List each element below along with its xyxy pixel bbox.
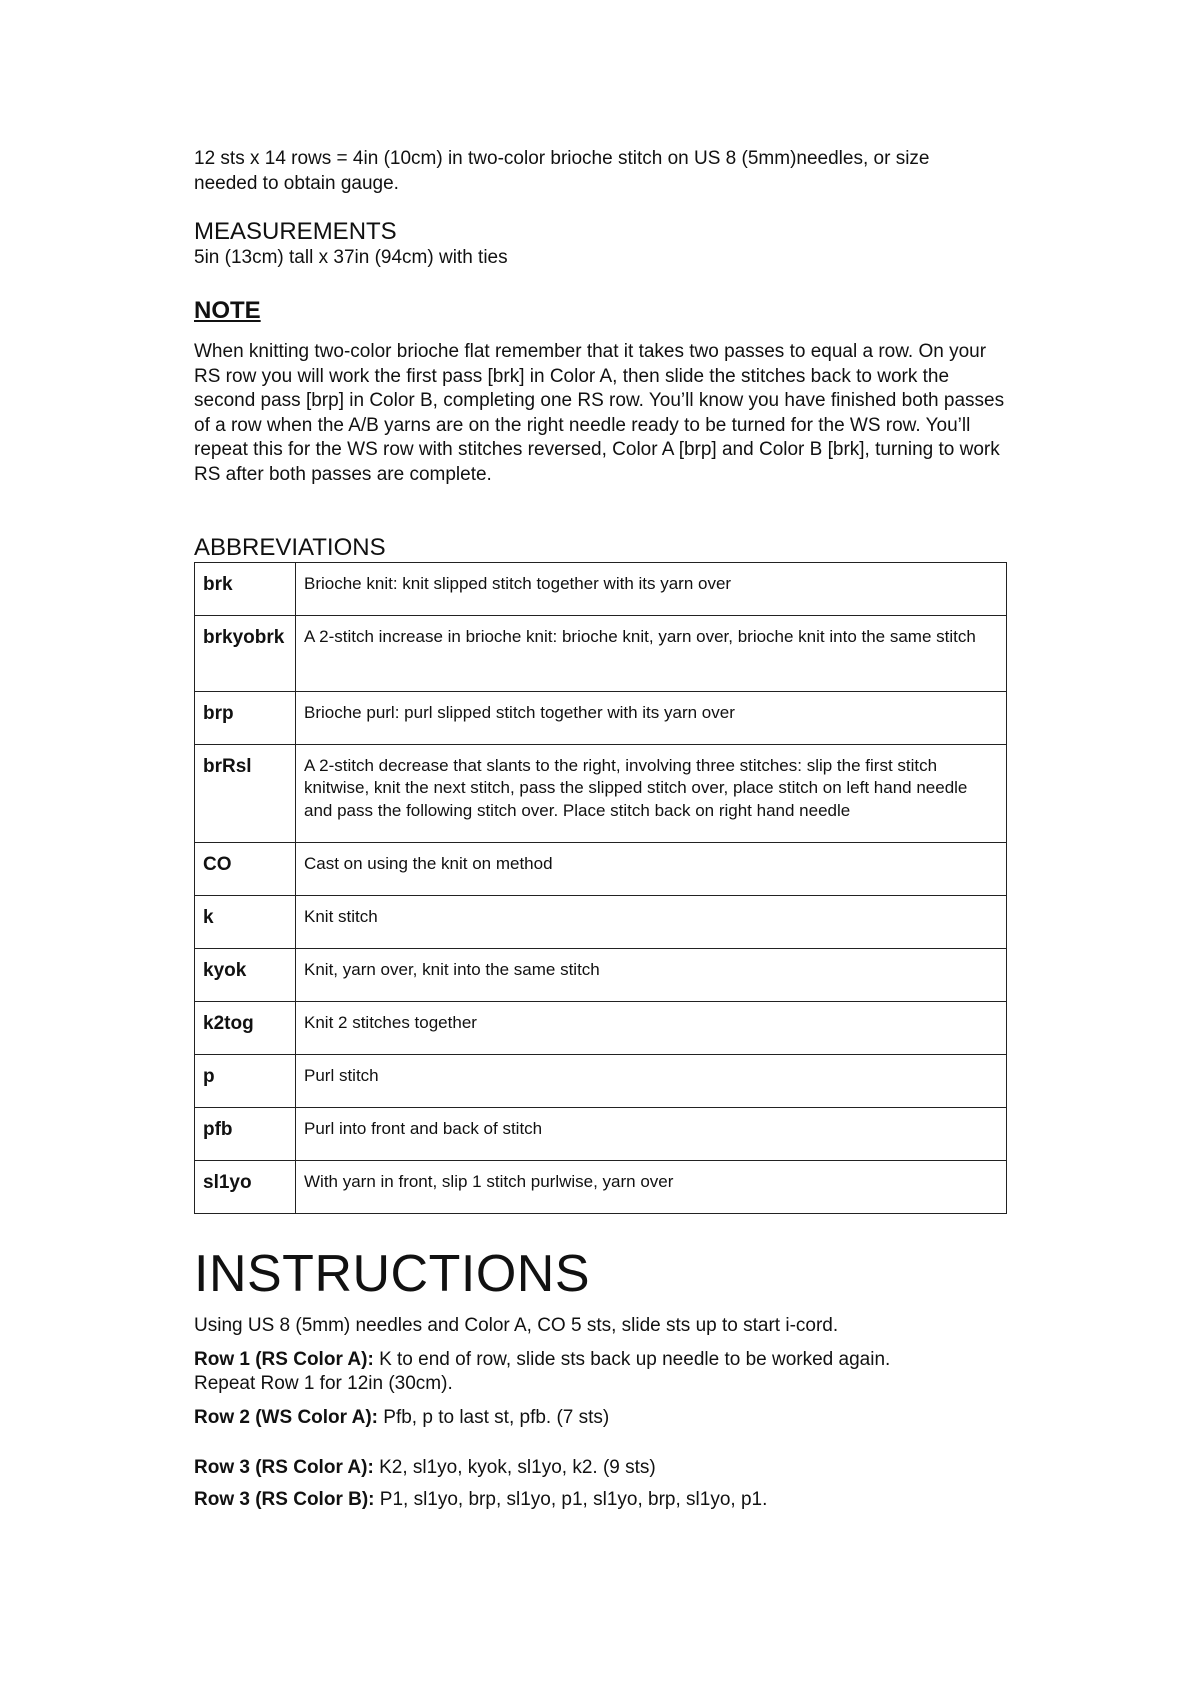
abbr-term: CO [195,842,296,895]
abbr-term: brRsl [195,744,296,842]
table-row [195,615,1007,691]
table-row [195,1107,1007,1160]
note-heading: NOTE [194,297,261,324]
abbr-definition: Knit stitch [296,895,1007,948]
row-text: Pfb, p to last st, pfb. (7 sts) [378,1406,610,1428]
row-label: Row 3 (RS Color B): [194,1488,375,1510]
spacer [194,1430,1014,1456]
abbr-definition: Cast on using the knit on method [296,842,1007,895]
abbr-definition: Purl stitch [296,1054,1007,1107]
abbr-definition: A 2-stitch decrease that slants to the right, involving three stitches: slip the first stitch knitwise, knit the next stitch, pass the slipped stitch over, place stitch on left hand needle and pass the following stitch over. Place stitch back on right hand needle [296,744,1007,842]
pattern-page [194,146,1014,1512]
table-row [195,1160,1007,1213]
instructions-heading: INSTRUCTIONS [194,1244,590,1303]
table-row [195,948,1007,1001]
table-row [195,1001,1007,1054]
abbreviations-table [194,562,1007,1214]
row-1-repeat: Repeat Row 1 for 12in (30cm). [194,1372,453,1394]
table-row [195,691,1007,744]
row-text: K2, sl1yo, kyok, sl1yo, k2. (9 sts) [373,1456,656,1478]
row-label: Row 1 (RS Color A): [194,1348,374,1370]
row-2-instruction [194,1406,1014,1430]
abbr-term: pfb [195,1107,296,1160]
measurements-heading: MEASUREMENTS [194,218,397,245]
abbr-definition: A 2-stitch increase in brioche knit: brioche knit, yarn over, brioche knit into the same stitch [296,615,1007,691]
abbr-definition: Brioche knit: knit slipped stitch together with its yarn over [296,562,1007,615]
table-row [195,895,1007,948]
row-3a-instruction [194,1456,1014,1480]
abbr-term: k2tog [195,1001,296,1054]
row-text: P1, sl1yo, brp, sl1yo, p1, sl1yo, brp, sl1yo, p1. [374,1488,768,1510]
abbr-term: kyok [195,948,296,1001]
abbr-definition: Purl into front and back of stitch [296,1107,1007,1160]
row-1-instruction [194,1348,1014,1372]
abbr-definition: Knit, yarn over, knit into the same stitch [296,948,1007,1001]
gauge-text: 12 sts x 14 rows = 4in (10cm) in two-color brioche stitch on US 8 (5mm)needles, or size needed to obtain gauge. [194,148,930,194]
table-row [195,842,1007,895]
abbr-term: brp [195,691,296,744]
abbreviations-heading: ABBREVIATIONS [194,533,386,561]
abbr-term: p [195,1054,296,1107]
table-row [195,1054,1007,1107]
row-label: Row 3 (RS Color A): [194,1456,374,1478]
abbr-term: brkyobrk [195,615,296,691]
row-text: K to end of row, slide sts back up needle to be worked again. [373,1348,891,1370]
note-text: When knitting two-color brioche flat remember that it takes two passes to equal a row. On your RS row you will work the first pass [brk] in Color A, then slide the stitches back to work the second pass [brp] in Color B, completing one RS row. You’ll know you have finished both passes of a row when the A/B yarns are on the right needle ready to be turned for the WS row. You’ll repeat this for the WS row with stitches reversed, Color A [brp] and Color B [brk], turning to work RS after both passes are complete. [194,341,1005,485]
table-row [195,562,1007,615]
abbr-term: sl1yo [195,1160,296,1213]
row-3b-instruction [194,1488,1014,1512]
abbr-definition: Brioche purl: purl slipped stitch together with its yarn over [296,691,1007,744]
table-row [195,744,1007,842]
instructions-intro: Using US 8 (5mm) needles and Color A, CO 5 sts, slide sts up to start i-cord. [194,1314,839,1336]
abbr-term: k [195,895,296,948]
measurements-value: 5in (13cm) tall x 37in (94cm) with ties [194,247,508,268]
abbr-term: brk [195,562,296,615]
abbr-definition: With yarn in front, slip 1 stitch purlwise, yarn over [296,1160,1007,1213]
row-label: Row 2 (WS Color A): [194,1406,378,1428]
abbr-definition: Knit 2 stitches together [296,1001,1007,1054]
